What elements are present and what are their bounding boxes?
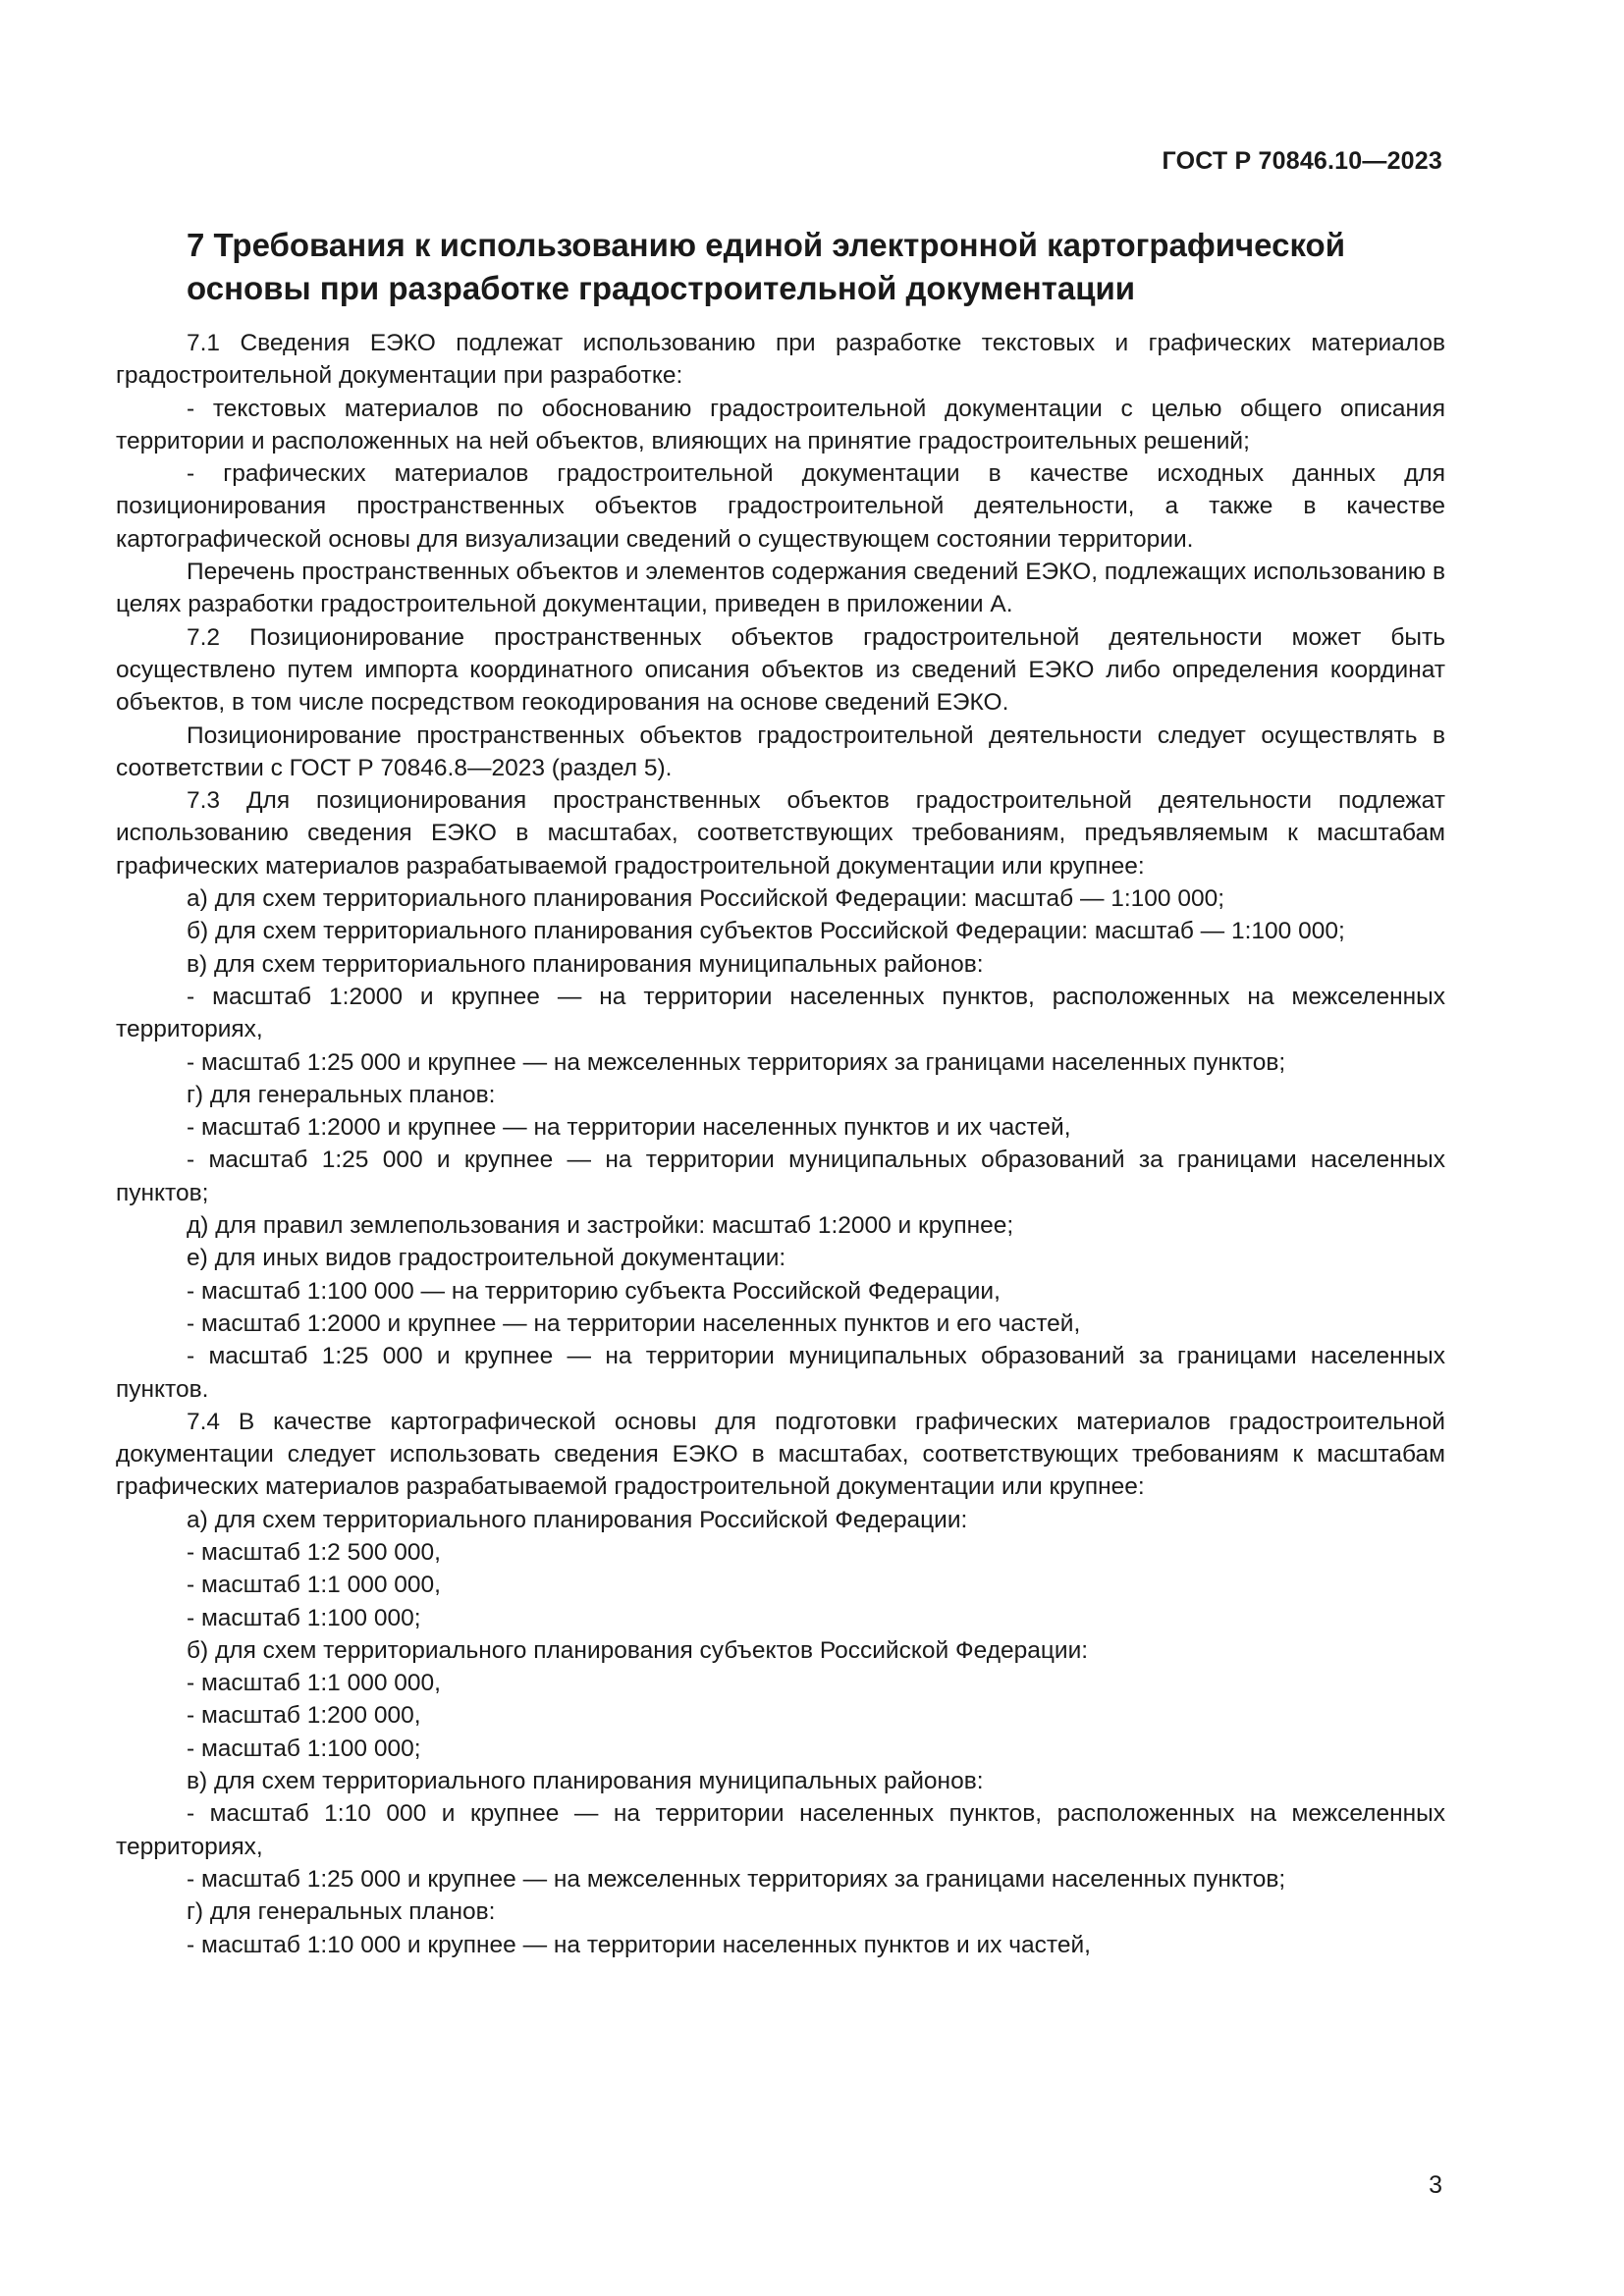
paragraph: - масштаб 1:2000 и крупнее — на территории населенных пунктов и их частей,: [187, 1114, 1071, 1142]
paragraph: 7.1 Сведения ЕЭКО подлежат использованию при разработке текстовых и графических материалов градостроительной документации при разработке:: [116, 330, 1445, 390]
paragraph: - масштаб 1:2 500 000,: [187, 1538, 441, 1566]
section-heading-line-1: 7 Требования к использованию единой электронной картографической: [187, 227, 1345, 263]
paragraph: Позиционирование пространственных объектов градостроительной деятельности следует осуществлять в соответствии с ГОСТ Р 70846.8—2023 (раздел 5).: [116, 721, 1445, 781]
paragraph: - масштаб 1:100 000;: [187, 1604, 421, 1631]
paragraph: б) для схем территориального планирования субъектов Российской Федерации: масштаб — 1:100 000;: [187, 918, 1345, 945]
paragraph: - масштаб 1:25 000 и крупнее — на межселенных территориях за границами населенных пунктов;: [187, 1048, 1286, 1076]
paragraph: - масштаб 1:1 000 000,: [187, 1572, 441, 1599]
page-number: 3: [1429, 2171, 1442, 2199]
section-heading-line-2: основы при разработке градостроительной документации: [187, 270, 1136, 306]
paragraph: - масштаб 1:25 000 и крупнее — на территории муниципальных образований за границами населенных пунктов;: [116, 1147, 1445, 1206]
paragraph: - графических материалов градостроительной документации в качестве исходных данных для позиционирования пространственных объектов градостроительной деятельности, а также в качестве картографической основы для визуализации сведений о существующем состоянии территории.: [116, 460, 1445, 553]
paragraph: - масштаб 1:2000 и крупнее — на территории населенных пунктов, расположенных на межселенных территориях,: [116, 983, 1445, 1043]
paragraph: - масштаб 1:10 000 и крупнее — на территории населенных пунктов, расположенных на межселенных территориях,: [116, 1800, 1445, 1860]
paragraph: д) для правил землепользования и застройки: масштаб 1:2000 и крупнее;: [187, 1212, 1014, 1240]
section-heading: [187, 224, 1463, 310]
paragraph: - масштаб 1:100 000;: [187, 1735, 421, 1762]
paragraph: - масштаб 1:25 000 и крупнее — на межселенных территориях за границами населенных пунктов;: [187, 1865, 1286, 1893]
paragraph: г) для генеральных планов:: [187, 1081, 496, 1108]
paragraph: 7.2 Позиционирование пространственных объектов градостроительной деятельности может быть осуществлено путем импорта координатного описания объектов из сведений ЕЭКО либо определения координат объектов, в том числе посредством геокодирования на основе сведений ЕЭКО.: [116, 623, 1445, 717]
paragraph: - текстовых материалов по обоснованию градостроительной документации с целью общего описания территории и расположенных на ней объектов, влияющих на принятие градостроительных решений;: [116, 395, 1445, 454]
paragraph: - масштаб 1:100 000 — на территорию субъекта Российской Федерации,: [187, 1277, 1001, 1305]
paragraph: г) для генеральных планов:: [187, 1898, 496, 1926]
paragraph: - масштаб 1:25 000 и крупнее — на территории муниципальных образований за границами населенных пунктов.: [116, 1343, 1445, 1403]
paragraph: - масштаб 1:2000 и крупнее — на территории населенных пунктов и его частей,: [187, 1309, 1081, 1337]
standard-number: ГОСТ Р 70846.10—2023: [1162, 147, 1442, 175]
paragraph: - масштаб 1:1 000 000,: [187, 1670, 441, 1697]
paragraph: 7.3 Для позиционирования пространственных объектов градостроительной деятельности подлежат использованию сведения ЕЭКО в масштабах, соответствующих требованиям, предъявляемым к масштабам графических материалов разрабатываемой градостроительной документации или крупнее:: [116, 787, 1445, 880]
paragraph: - масштаб 1:10 000 и крупнее — на территории населенных пунктов и их частей,: [187, 1931, 1091, 1958]
paragraph: б) для схем территориального планирования субъектов Российской Федерации:: [187, 1636, 1089, 1664]
paragraph: в) для схем территориального планирования муниципальных районов:: [187, 950, 984, 978]
paragraph: 7.4 В качестве картографической основы для подготовки графических материалов градостроительной документации следует использовать сведения ЕЭКО в масштабах, соответствующих требованиям к масштабам графических материалов разрабатываемой градостроительной документации или крупнее:: [116, 1408, 1445, 1501]
paragraph: е) для иных видов градостроительной документации:: [187, 1245, 786, 1272]
paragraph: - масштаб 1:200 000,: [187, 1702, 421, 1730]
paragraph: а) для схем территориального планирования Российской Федерации: масштаб — 1:100 000;: [187, 885, 1225, 913]
paragraph: Перечень пространственных объектов и элементов содержания сведений ЕЭКО, подлежащих использованию в целях разработки градостроительной документации, приведен в приложении А.: [116, 559, 1445, 618]
paragraph: в) для схем территориального планирования муниципальных районов:: [187, 1768, 984, 1795]
paragraph: а) для схем территориального планирования Российской Федерации:: [187, 1506, 968, 1533]
body-text: [116, 327, 1445, 1961]
